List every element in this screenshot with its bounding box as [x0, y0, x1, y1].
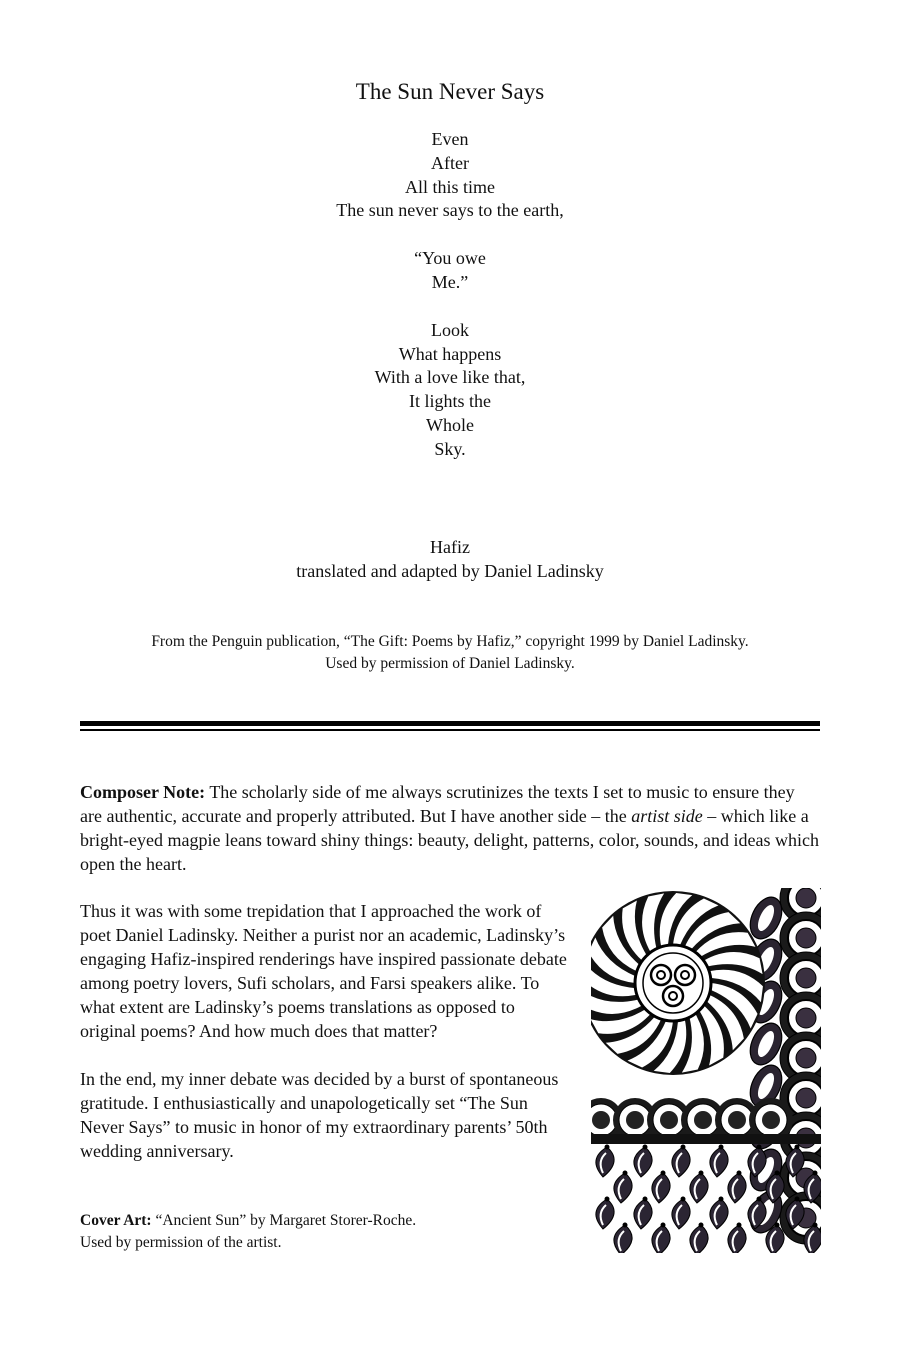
- cover-art-image: [591, 888, 821, 1253]
- poem-line: After: [431, 152, 469, 173]
- translator: translated and adapted by Daniel Ladinsky: [296, 560, 604, 581]
- attribution: [0, 536, 900, 583]
- composer-note-text-1: The scholarly side of me always scrutinizes the texts I set to music to ensure they are authentic, accurate and properly attributed. But I have another side – the: [80, 782, 795, 826]
- cover-art-permission: Used by permission of the artist.: [80, 1233, 282, 1251]
- poem-title: The Sun Never Says: [355, 79, 545, 104]
- poem-line: It lights the: [409, 391, 491, 412]
- stanza-2: [0, 247, 900, 295]
- author: Hafiz: [430, 537, 470, 557]
- composer-note: [80, 780, 820, 876]
- poem-line: All this time: [405, 176, 495, 197]
- poem-line: With a love like that,: [374, 367, 526, 388]
- poem-line: Whole: [426, 414, 474, 435]
- divider-thick: [80, 721, 820, 726]
- composer-note-paragraph-3: In the end, my inner debate was decided by a burst of spontaneous gratitude. I enthusiastically and unapologetically set “The Sun Never Says” to music in honor of my extraordinary parents’ 50th wedding anniversary.: [80, 1069, 559, 1161]
- composer-note-italic: artist side: [631, 806, 703, 826]
- permission-credit: [0, 631, 900, 674]
- stanza-3: [0, 319, 900, 462]
- cover-art-text: “Ancient Sun” by Margaret Storer-Roche.: [151, 1212, 417, 1229]
- divider-thin: [80, 729, 820, 731]
- poem-line: The sun never says to the earth,: [336, 200, 564, 221]
- poem-line: Look: [431, 319, 469, 340]
- credit-line-2: Used by permission of Daniel Ladinsky.: [325, 654, 575, 672]
- poem-line: Me.”: [431, 271, 469, 292]
- poem-line: What happens: [398, 343, 502, 364]
- cover-art-label: Cover Art:: [80, 1212, 152, 1229]
- ancient-sun-artwork: [591, 888, 821, 1253]
- poem: [0, 76, 900, 486]
- poem-line: Even: [431, 129, 469, 149]
- cover-art-credit: [80, 1210, 570, 1253]
- credit-line-1: From the Penguin publication, “The Gift: Poems by Hafiz,” copyright 1999 by Daniel Ladinsky.: [151, 633, 749, 650]
- composer-note-label: Composer Note:: [80, 782, 206, 802]
- poem-line: Sky.: [434, 438, 466, 459]
- stanza-1: [0, 128, 900, 223]
- composer-note-paragraph-2: Thus it was with some trepidation that I approached the work of poet Daniel Ladinsky. Neither a purist nor an academic, Ladinsky’s engaging Hafiz-inspired renderings have inspired passionate debate among poetry lovers, Sufi scholars, and Farsi speakers alike. To what extent are Ladinsky’s poems translations as opposed to original poems? And how much does that matter?: [80, 901, 567, 1041]
- composer-note-text-2: – which like a bright-eyed magpie leans toward shiny things: beauty, delight, patterns, color, sounds, and ideas which open the heart.: [80, 806, 819, 874]
- poem-line: “You owe: [414, 248, 486, 269]
